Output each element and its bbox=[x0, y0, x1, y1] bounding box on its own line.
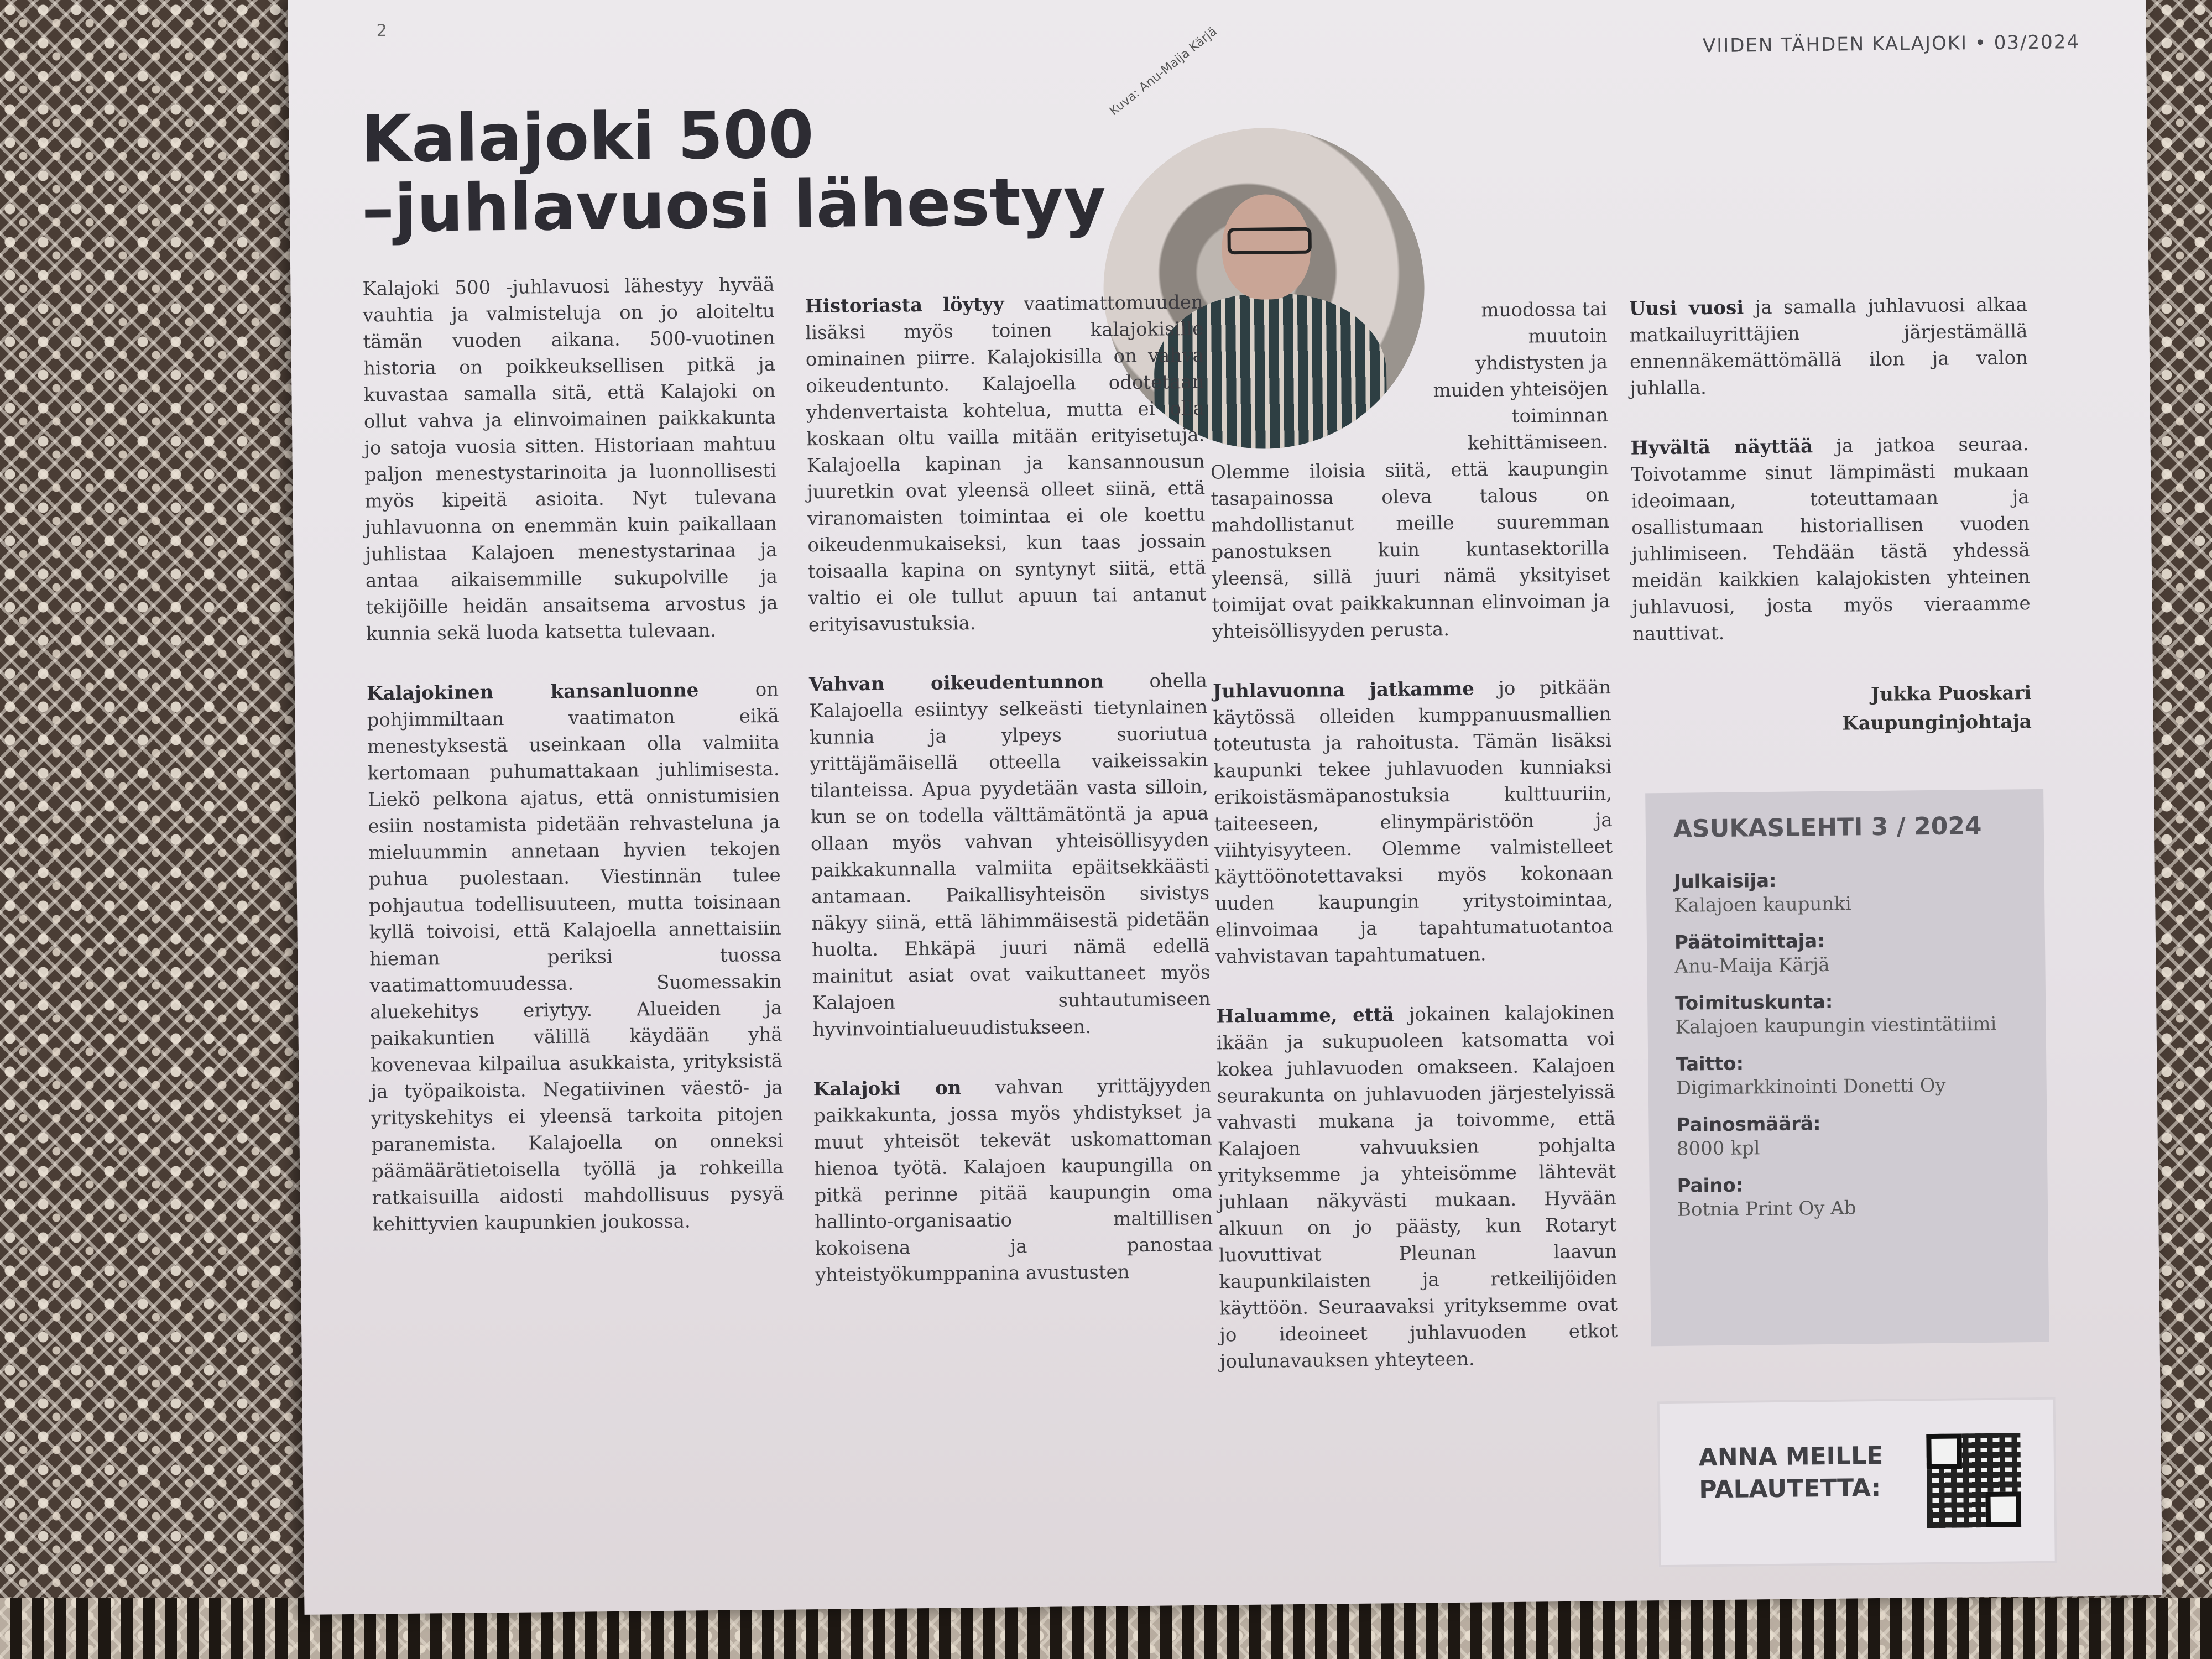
article-column-3 bbox=[1209, 296, 1619, 1408]
feedback-label: ANNA MEILLE PALAUTETTA: bbox=[1698, 1441, 1884, 1504]
qr-code-icon[interactable] bbox=[1926, 1433, 2021, 1528]
article-headline: Kalajoki 500 –juhlavuosi lähestyy bbox=[360, 96, 1107, 247]
article-column-2 bbox=[805, 289, 1214, 1322]
paragraph-wrap: muodossa tai muutoin yhdistysten ja muiden yhteisöjen toiminnan kehittämiseen. bbox=[1433, 298, 1609, 455]
feedback-box bbox=[1657, 1397, 2057, 1568]
paragraph: Vahvan oikeudentunnon ohella Kalajoella esiintyy selkeästi tietynlainen kunnia ja ylpeys suoriutua yrittäjämäisellä otteella vaikeissakin tilanteissa. Apua pyydetään vasta silloin, kun se on todella välttämätöntä ja apua ollaan myös vahvan yhteisöllisyyden paikkakunnalla valmiita epäitsekkäästi antamaan. Paikallisyhteisön sivistys näkyy siinä, että lähimmäisestä pidetään huolta. Ehkäpä juuri nämä edellä mainitut asiat ovat vaikuttaneet myös Kalajoen suhtautumiseen hyvinvointialueuudistukseen. bbox=[808, 669, 1211, 1041]
info-entry: Toimituskunta: Kalajoen kaupungin viestintätiimi bbox=[1674, 990, 1997, 1039]
photo-credit: Kuva: Anu-Maija Kärjä bbox=[1107, 24, 1220, 119]
paragraph: Kalajokinen kansanluonne on pohjimmiltaan vaatimaton eikä menestyksestä useinkaan olla valmiita kertomaan puhumattakaan juhlimisesta. Liekö pelkona ajatus, että onnistumisien esiin nostamista pidetään rehvasteluna ja mieluummin annetaan hyvien tekojen puhua puolestaan. Viestinnän tulee pohjautua todellisuuteen, mutta toisinaan kyllä toivoisi, että Kalajoella annettaisiin hieman periksi tuossa vaatimattomuudessa. Suomessakin aluekehitys eriytyy. Alueiden ja paikakuntien välillä käydään yhä kovenevaa kilpailua asukkaista, yrityksistä ja työpaikoista. Negatiivinen väestö- ja yrityskehitys ei yleensä tarkoita pitojen paranemista. Kalajoella on onneksi päämäärätietoisella työllä ja rohkeilla ratkaisuilla aidosti mahdollisuus pysyä kehittyvien kaupunkien joukossa. bbox=[366, 678, 784, 1236]
paragraph: Kalajoki on vahvan yrittäjyyden paikkakunta, jossa myös yhdistykset ja muut yhteisöt tekevät uskomattoman hienoa työtä. Kalajoen kaupungilla on pitkä perinne pitää kaupungin oma hallinto-organisaatio maltillisen kokoisena ja panostaa yhteistyökumppanina avustusten bbox=[813, 1074, 1213, 1287]
article-column-4 bbox=[1629, 291, 2031, 681]
article-column-1 bbox=[362, 272, 785, 1271]
page-number: 2 bbox=[376, 21, 387, 41]
publication-info-box bbox=[1645, 789, 2049, 1346]
info-entry: Painosmäärä: 8000 kpl bbox=[1676, 1113, 1821, 1160]
paragraph: Hyvältä näyttää ja jatkoa seuraa. Toivotamme sinut lämpimästi mukaan ideoimaan, toteuttamaan ja osallistumaan historiallisen vuoden juhlimiseen. Tehdään tästä yhdessä meidän kaikkien kalajokisten yhteinen juhlavuosi, josta myös vieraamme nauttivat. bbox=[1630, 433, 2031, 645]
info-entry: Päätoimittaja: Anu-Maija Kärjä bbox=[1674, 930, 1830, 978]
newspaper-page bbox=[288, 0, 2162, 1615]
paragraph: Haluamme, että jokainen kalajokinen ikään ja sukupuoleen katsomatta voi kokea juhlavuoden omakseen. Kalajoen seurakunta on juhlavuoden järjestelyissä vahvasti mukana ja toivomme, että Kalajoen vahvuuksien pohjalta yrityksemme ja yhteisömme lähtevät juhlaan näkyvästi mukaan. Hyvään alkuun on jo päästy, kun Rotaryt luovuttivat Pleunan laavun kaupunkilaisten ja retkeilijöiden käyttöön. Seuraavaksi yrityksemme ovat jo ideoineet juhlavuoden etkot joulunavauksen yhteyteen. bbox=[1216, 1001, 1618, 1373]
author-title: Kaupunginjohtaja bbox=[1841, 711, 2032, 735]
paragraph: Olemme iloisia siitä, että kaupungin tasapainossa oleva talous on mahdollistanut meille suuremman panostuksen kuin kuntasektorilla yleensä, sillä juuri nämä yksityiset toimijat ovat paikkakunnan elinvoiman ja yhteisöllisyyden perusta. bbox=[1210, 457, 1610, 643]
paragraph: Kalajoki 500 -juhlavuosi lähestyy hyvää vauhtia ja valmisteluja on jo aloiteltu tämän vuoden aikana. 500-vuotinen historia on poikkeuksellisen pitkä ja kuvastaa samalla sitä, että Kalajoki on ollut vahva ja elinvoimainen paikkakunta jo satoja vuosia sitten. Historiaan mahtuu paljon menestystarinoita ja luonnollisesti myös kipeitä asioita. Nyt tulevana juhlavuonna on enemmän kuin paikallaan juhlistaa Kalajoen menestystarinaa ja antaa aikaisemmille sukupolville ja tekijöille heidän ansaitsema arvostus ja kunnia sekä luoda katsetta tulevaan. bbox=[362, 273, 778, 645]
author-signature bbox=[1633, 679, 2032, 740]
paragraph: Historiasta löytyy vaatimattomuuden lisäksi myös toinen kalajokisille ominainen piirre. Kalajokisilla on vahva oikeudentunto. Kalajoella odotetaan yhdenvertaista kohtelua, mutta ei olla koskaan oltu vailla mitään erityisetuja. Kalajoella kapinan ja kansannousun juuretkin ovat yleensä olleet siinä, että viranomaisten toimintaa ei ole koettu oikeudenmukaiseksi, kun taas jossain toisaalla kapina on syntynyt siitä, että valtio ei ole tullut apuun tai antanut erityisavustuksia. bbox=[805, 291, 1207, 637]
paragraph: Juhlavuonna jatkamme jo pitkään käytössä olleiden kumppanuusmallien toteutusta ja rahoitusta. Tämän lisäksi kaupunki tekee juhlavuoden kunniaksi erikoistäsmäpanostuksia kulttuuriin, taiteeseen, elinympäristöön ja viihtyisyyteen. Olemme valmistelleet käyttöönotettavaksi myös kokonaan uuden kaupungin yritystoimintaa, elinvoimaa ja tapahtumatuotantoa vahvistavan tapahtumatuen. bbox=[1212, 676, 1614, 968]
author-name: Jukka Puoskari bbox=[1870, 682, 2032, 706]
portrait-glasses bbox=[1227, 227, 1311, 255]
info-entry: Paino: Botnia Print Oy Ab bbox=[1677, 1174, 1856, 1221]
info-entry: Julkaisija: Kalajoen kaupunki bbox=[1673, 869, 1851, 917]
paragraph: Uusi vuosi ja samalla juhlavuosi alkaa matkailuyrittäjien järjestämällä ennennäkemättömällä ilon ja valon juhlalla. bbox=[1629, 294, 2028, 400]
masthead: VIIDEN TÄHDEN KALAJOKI • 03/2024 bbox=[1702, 31, 2080, 58]
infobox-title: ASUKASLEHTI 3 / 2024 bbox=[1673, 812, 1982, 843]
info-entry: Taitto: Digimarkkinointi Donetti Oy bbox=[1676, 1052, 1946, 1099]
